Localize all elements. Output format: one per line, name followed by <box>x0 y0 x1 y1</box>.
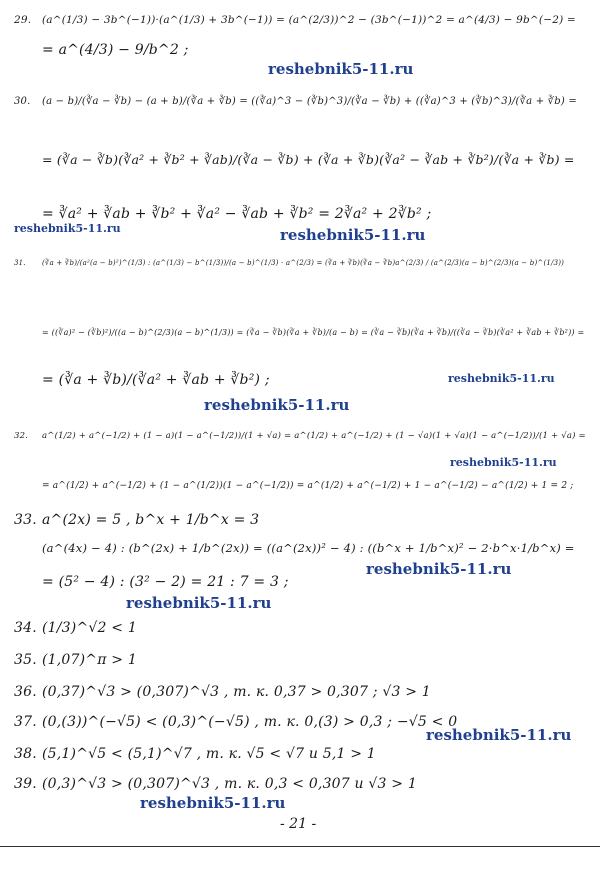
watermark: reshebnik5-11.ru <box>14 222 121 235</box>
expression: (5,1)^√5 < (5,1)^√7 , т. к. √5 < √7 и 5,1 > 1 <box>42 746 376 762</box>
solution-line <box>14 206 431 222</box>
solution-line <box>14 12 576 28</box>
page-number: - 21 - <box>280 816 317 832</box>
solution-line <box>14 620 137 636</box>
expression: (a − b)/(∛a − ∛b) − (a + b)/(∛a + ∛b) = ((∛a)^3 − (∛b)^3)/(∛a − ∛b) + ((∛a)^3 + (∛b)^3)/(∛a + ∛b) = <box>42 96 577 107</box>
solution-line <box>14 255 564 271</box>
exercise-number: 38. <box>14 746 37 762</box>
expression: a^(1/2) + a^(−1/2) + (1 − a)(1 − a^(−1/2))/(1 + √a) = a^(1/2) + a^(−1/2) + (1 − √a)(1 + √a)(1 − a^(−1/2))/(1 + √a) = <box>42 431 586 441</box>
exercise-number: 31. <box>14 259 26 267</box>
expression: (1/3)^√2 < 1 <box>42 620 137 636</box>
solution-line <box>14 428 586 444</box>
watermark: reshebnik5-11.ru <box>204 396 350 414</box>
solution-line <box>14 746 376 762</box>
expression: = ∛a² + ∛ab + ∛b² + ∛a² − ∛ab + ∛b² = 2∛a² + 2∛b² ; <box>42 206 432 222</box>
solution-line <box>14 372 270 388</box>
solution-line <box>14 540 575 556</box>
expression: (a^(1/3) − 3b^(−1))·(a^(1/3) + 3b^(−1)) = (a^(2/3))^2 − (3b^(−1))^2 = a^(4/3) − 9b^(−2) = <box>42 14 576 26</box>
expression: (∛a + ∛b)/(a²(a − b)²)^(1/3) : (a^(1/3) − b^(1/3))/(a − b)^(1/3) · a^(2/3) = (∛a + ∛b)(∛a − ∛b)a^(2/3) / (a^(2/3)(a − b)^(2/3)(a − b)^(1/3)) <box>42 259 565 267</box>
exercise-number: 36. <box>14 684 37 700</box>
solution-line <box>14 478 574 494</box>
expression: = a^(1/2) + a^(−1/2) + (1 − a^(1/2))(1 − a^(−1/2)) = a^(1/2) + a^(−1/2) + 1 − a^(−1/2) − a^(1/2) + 1 = 2 ; <box>42 481 574 491</box>
expression: (0,3)^√3 > (0,307)^√3 , т. к. 0,3 < 0,307 и √3 > 1 <box>42 776 417 792</box>
expression: = (∛a + ∛b)/(∛a² + ∛ab + ∛b²) ; <box>42 372 270 388</box>
solution-line <box>14 714 457 730</box>
watermark: reshebnik5-11.ru <box>366 560 512 578</box>
solution-line <box>14 94 577 110</box>
expression: = (∛a − ∛b)(∛a² + ∛b² + ∛ab)/(∛a − ∛b) + (∛a + ∛b)(∛a² − ∛ab + ∛b²)/(∛a + ∛b) = <box>42 152 575 167</box>
expression: (0,(3))^(−√5) < (0,3)^(−√5) , т. к. 0,(3) > 0,3 ; −√5 < 0 <box>42 714 458 730</box>
solution-line <box>14 325 584 341</box>
exercise-number: 35. <box>14 652 37 668</box>
expression: a^(2x) = 5 , b^x + 1/b^x = 3 <box>42 512 260 528</box>
watermark: reshebnik5-11.ru <box>448 372 555 385</box>
exercise-number: 32. <box>14 431 29 441</box>
solution-line <box>14 684 431 700</box>
exercise-number: 30. <box>14 96 31 107</box>
watermark: reshebnik5-11.ru <box>140 794 286 812</box>
expression: (a^(4x) − 4) : (b^(2x) + 1/b^(2x)) = ((a^(2x))² − 4) : ((b^x + 1/b^x)² − 2·b^x·1/b^x) = <box>42 541 575 555</box>
solution-line <box>14 652 137 668</box>
watermark: reshebnik5-11.ru <box>268 60 414 78</box>
expression: (0,37)^√3 > (0,307)^√3 , т. к. 0,37 > 0,307 ; √3 > 1 <box>42 684 431 700</box>
watermark: reshebnik5-11.ru <box>426 726 572 744</box>
solution-line <box>14 152 575 168</box>
expression: = a^(4/3) − 9/b^2 ; <box>42 42 189 58</box>
watermark: reshebnik5-11.ru <box>126 594 272 612</box>
watermark: reshebnik5-11.ru <box>450 456 557 469</box>
watermark: reshebnik5-11.ru <box>280 226 426 244</box>
exercise-number: 34. <box>14 620 37 636</box>
exercise-number: 33. <box>14 512 37 528</box>
exercise-number: 29. <box>14 14 32 26</box>
bottom-rule <box>0 846 600 847</box>
solution-line <box>14 574 289 590</box>
exercise-number: 37. <box>14 714 37 730</box>
expression: = ((∛a)² − (∛b)²)/((a − b)^(2/3)(a − b)^(1/3)) = (∛a − ∛b)(∛a + ∛b)/(a − b) = (∛a − ∛b)(∛a + ∛b)/((∛a − ∛b)(∛a² + ∛ab + ∛b²)) = <box>42 328 585 337</box>
solution-line <box>14 776 417 792</box>
exercise-number: 39. <box>14 776 37 792</box>
expression: (1,07)^π > 1 <box>42 652 137 668</box>
solution-line <box>14 42 189 58</box>
solution-line <box>14 512 259 528</box>
expression: = (5² − 4) : (3² − 2) = 21 : 7 = 3 ; <box>42 574 289 590</box>
